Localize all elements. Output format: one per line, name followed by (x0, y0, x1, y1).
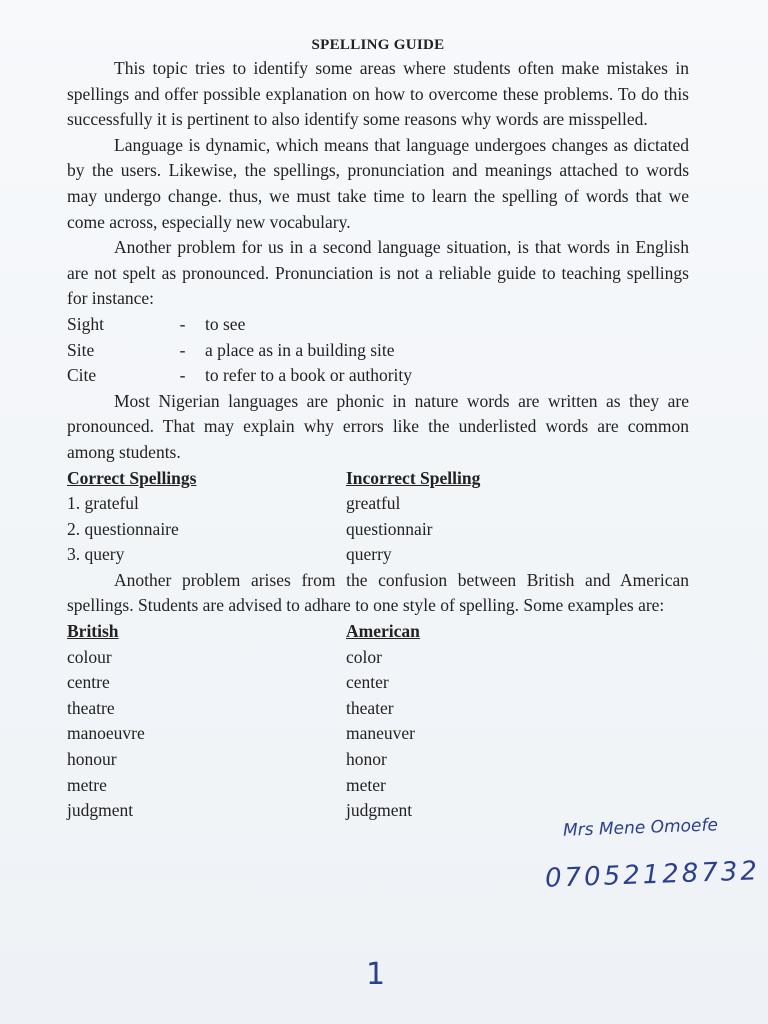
homophone-row (67, 312, 689, 338)
homophone-examples (67, 312, 689, 389)
american-spelling: center (346, 672, 389, 693)
british-spelling: theatre (67, 697, 115, 718)
homophone-row (67, 363, 689, 389)
american-spelling: judgment (346, 800, 413, 821)
table-row (67, 747, 689, 773)
document-body (67, 34, 689, 824)
header-incorrect-spelling: Incorrect Spelling (346, 467, 481, 488)
homophone-meaning: a place as in a building site (205, 339, 395, 360)
header-correct-spellings: Correct Spellings (67, 467, 197, 488)
handwritten-name: Mrs Mene Omoefe (562, 815, 719, 841)
british-spelling: centre (67, 672, 110, 693)
american-spelling: honor (346, 749, 387, 770)
table-row (67, 670, 689, 696)
paragraph-language-dynamic: Language is dynamic, which means that language undergoes changes as dictated by the users. Likewise, the spellings, pronunciation and meanings attached to words may undergo change. thus, we must take time to learn the spelling of words that we come across, especially new vocabulary. (67, 134, 689, 232)
incorrect-spelling: querry (346, 544, 392, 565)
homophone-row (67, 338, 689, 364)
homophone-dash: - (179, 339, 186, 360)
american-spelling: maneuver (346, 723, 415, 744)
handwritten-phone: 07052128732 (544, 856, 761, 894)
table-row (67, 542, 689, 568)
british-spelling: colour (67, 646, 112, 667)
table-row (67, 721, 689, 747)
paragraph-second-language: Another problem for us in a second language situation, is that words in English are not spelt as pronounced. Pronunciation is not a reliable guide to teaching spellings for instance: (67, 237, 689, 309)
correct-spelling: 2. questionnaire (67, 518, 179, 539)
british-spelling: manoeuvre (67, 723, 145, 744)
spelling-table (67, 466, 689, 568)
homophone-word: Cite (67, 365, 97, 386)
table-row (67, 517, 689, 543)
homophone-dash: - (179, 365, 186, 386)
british-spelling: honour (67, 749, 117, 770)
american-spelling: theater (346, 697, 394, 718)
homophone-meaning: to refer to a book or authority (205, 365, 413, 386)
homophone-word: Site (67, 339, 95, 360)
incorrect-spelling: greatful (346, 493, 401, 514)
british-spelling: metre (67, 774, 107, 795)
paragraph-british-american: Another problem arises from the confusion between British and American spellings. Students are advised to adhare to one style of spelling. Some examples are: (67, 569, 689, 616)
page-title: SPELLING GUIDE (311, 37, 445, 53)
table-row (67, 491, 689, 517)
homophone-meaning: to see (205, 313, 246, 334)
correct-spelling: 3. query (67, 544, 125, 565)
spelling-table-header (67, 466, 689, 492)
british-american-table (67, 619, 689, 824)
homophone-dash: - (179, 313, 186, 334)
page-number: 1 (366, 957, 386, 992)
table-row (67, 696, 689, 722)
table-row (67, 773, 689, 799)
american-spelling: meter (346, 774, 386, 795)
paragraph-intro: This topic tries to identify some areas where students often make mistakes in spellings and offer possible explanation on how to overcome these problems. To do this successfully it is pertinent to also identify some reasons why words are misspelled. (67, 58, 689, 130)
table-row (67, 645, 689, 671)
header-american: American (346, 621, 420, 642)
homophone-word: Sight (67, 313, 104, 334)
british-american-header (67, 619, 689, 645)
british-spelling: judgment (67, 800, 134, 821)
correct-spelling: 1. grateful (67, 493, 139, 514)
paragraph-nigerian-languages: Most Nigerian languages are phonic in nature words are written as they are pronounced. That may explain why errors like the underlisted words are common among students. (67, 390, 689, 462)
american-spelling: color (346, 646, 382, 667)
header-british: British (67, 621, 119, 642)
incorrect-spelling: questionnair (346, 518, 433, 539)
